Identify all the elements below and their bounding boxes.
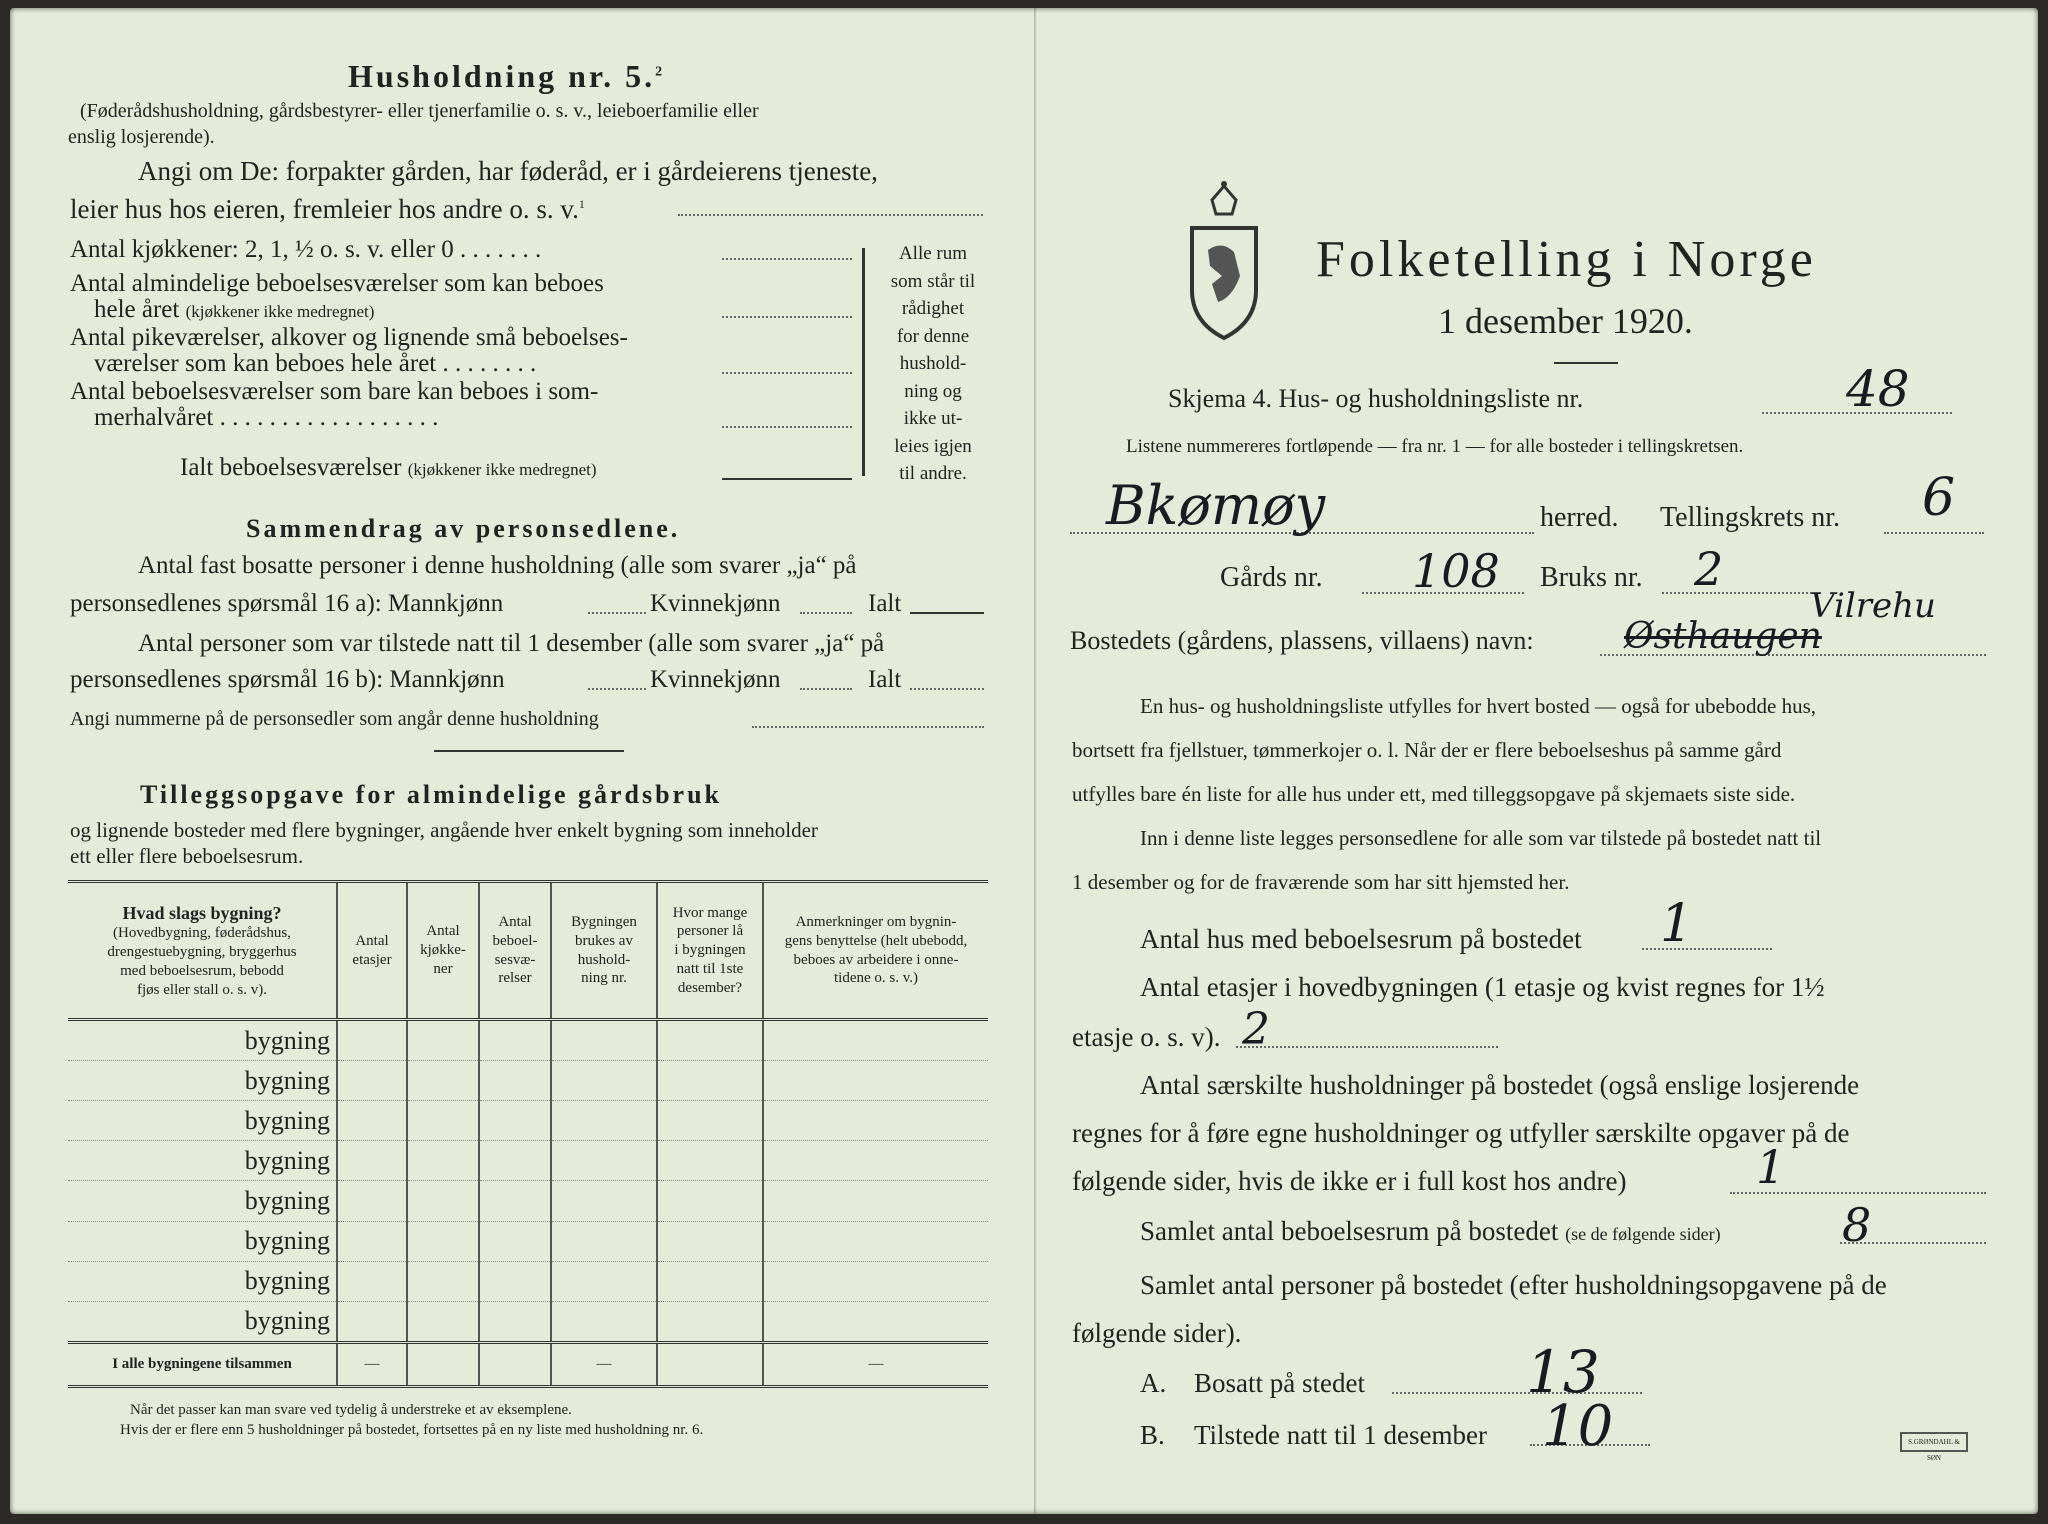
buildings-table-head [68, 882, 988, 1020]
cell[interactable] [479, 1141, 551, 1181]
pike-l2: værelser som kan beboes hele året . . . . . . . . [94, 350, 537, 377]
total-cell[interactable] [657, 1343, 763, 1387]
col-header-line: Antal [498, 914, 532, 930]
row-label[interactable]: bygning [68, 1101, 337, 1141]
herred-label: herred. [1540, 502, 1619, 533]
cell[interactable] [763, 1101, 988, 1141]
cell[interactable] [657, 1141, 763, 1181]
tilstede-letter: B. [1140, 1420, 1165, 1450]
ialt-label-text: Ialt beboelsesværelser [180, 454, 402, 481]
col-header-husholdning [551, 882, 657, 1020]
bruks-label: Bruks nr. [1540, 562, 1643, 593]
side-note-line: ning og [904, 380, 962, 402]
cell[interactable] [337, 1141, 407, 1181]
cell[interactable] [763, 1061, 988, 1101]
alm-l1: Antal almindelige beboelsesværelser som kan beboes [70, 270, 604, 297]
ialt-label [180, 454, 597, 482]
skjema-label: Skjema 4. Hus- og husholdningsliste nr. [1168, 384, 1584, 413]
row-label[interactable]: bygning [68, 1061, 337, 1101]
total-cell[interactable] [479, 1343, 551, 1387]
col-header-line: brukes av [575, 932, 633, 949]
total-cell[interactable] [407, 1343, 479, 1387]
cell[interactable] [407, 1101, 479, 1141]
samlet-pers-l2: følgende sider). [1072, 1318, 1242, 1348]
row-label[interactable]: bygning [68, 1020, 337, 1061]
angi-l1: Angi om De: forpakter gården, har føderåd, er i gårdeierens tjeneste, [138, 156, 878, 186]
col-header-anmerkninger [763, 882, 988, 1020]
printer-stamp: S.GRØNDAHL & SØN [1900, 1432, 1968, 1452]
table-row [68, 1301, 988, 1342]
info-l1: En hus- og husholdningsliste utfylles for hvert bosted — også for ubebodde hus, [1140, 694, 1816, 718]
census-title: Folketelling i Norge [1316, 231, 1817, 288]
samlet-rum-small: (se de følgende sider) [1565, 1224, 1721, 1244]
cell[interactable] [551, 1221, 657, 1261]
fast-l1: Antal fast bosatte personer i denne husholdning (alle som svarer „ja“ på [138, 552, 857, 579]
footnote-l2: Hvis der er flere enn 5 husholdninger på bostedet, fortsettes på en ny liste med husholdning nr. 6. [120, 1422, 704, 1438]
cell[interactable] [657, 1020, 763, 1061]
cell[interactable] [337, 1221, 407, 1261]
angi-l2-text: leier hus hos eieren, fremleier hos andre o. s. v. [70, 194, 579, 224]
cell[interactable] [407, 1061, 479, 1101]
buildings-table [68, 880, 988, 1388]
buildings-table-foot [68, 1343, 988, 1387]
coat-of-arms-icon [1182, 180, 1266, 342]
col-header-personer [657, 882, 763, 1020]
col-header-type-line: (Hovedbygning, føderådshus, [113, 925, 291, 942]
bosatt-value[interactable]: 13 [1526, 1338, 1600, 1406]
census-date: 1 desember 1920. [1438, 301, 1693, 341]
cell[interactable] [763, 1181, 988, 1221]
nummerne-label: Angi nummerne på de personsedler som angår denne husholdning [70, 708, 599, 730]
cell[interactable] [479, 1261, 551, 1301]
cell[interactable] [407, 1020, 479, 1061]
cell[interactable] [763, 1020, 988, 1061]
bosted-value[interactable]: Østhaugen [1624, 616, 1822, 657]
col-header-line: kjøkke- [420, 942, 466, 959]
row-label[interactable]: bygning [68, 1141, 337, 1181]
bosatt-letter: A. [1140, 1368, 1167, 1398]
cell[interactable] [551, 1101, 657, 1141]
info-l2: bortsett fra fjellstuer, tømmerkojer o. l. Når der er flere beboelseshus på samme gård [1072, 738, 1782, 762]
nummerne-fill[interactable] [752, 726, 984, 728]
cell[interactable] [479, 1101, 551, 1141]
col-header-line: Anmerkninger om bygnin- [795, 914, 957, 930]
cell[interactable] [551, 1261, 657, 1301]
samlet-rum-label [1140, 1216, 1721, 1247]
col-header-line: Bygningen [571, 914, 637, 930]
cell[interactable] [657, 1061, 763, 1101]
cell[interactable] [551, 1061, 657, 1101]
col-header-line: Antal [355, 932, 389, 949]
tilst-mann-fill[interactable] [588, 688, 646, 690]
row-label[interactable]: bygning [68, 1301, 337, 1342]
cell[interactable] [657, 1261, 763, 1301]
cell[interactable] [479, 1020, 551, 1061]
fast-kvinne-fill[interactable] [800, 612, 852, 614]
buildings-table-body [68, 1020, 988, 1343]
gards-label: Gårds nr. [1220, 562, 1323, 593]
cell[interactable] [479, 1221, 551, 1261]
alm-l2-small: (kjøkkener ikke medregnet) [185, 302, 375, 321]
household-title-text: Husholdning nr. 5. [348, 58, 656, 94]
pike-fill[interactable] [722, 372, 852, 374]
cell[interactable] [763, 1261, 988, 1301]
col-header-beboelsesvaerelser [479, 882, 551, 1020]
household-title-sup: 2 [655, 64, 666, 80]
cell[interactable] [407, 1221, 479, 1261]
table-row [68, 1101, 988, 1141]
col-header-line: hushold- [577, 951, 631, 968]
info-l4: Inn i denne liste legges personsedlene for alle som var tilstede på bostedet natt til [1140, 826, 1822, 850]
col-header-line: etasjer [352, 951, 392, 968]
cell[interactable] [407, 1261, 479, 1301]
col-header-kjokkener [407, 882, 479, 1020]
bosted-label: Bostedets (gårdens, plassens, villaens) navn: [1070, 626, 1534, 655]
table-row [68, 1020, 988, 1061]
household-subtitle-l2: enslig losjerende). [68, 126, 215, 148]
etasjer-fill[interactable] [1236, 1046, 1498, 1048]
cell[interactable] [407, 1141, 479, 1181]
hus-label: Antal hus med beboelsesrum på bostedet [1140, 924, 1582, 954]
cell[interactable] [551, 1141, 657, 1181]
tilst-ialt-label: Ialt [868, 666, 902, 693]
saerskilte-value[interactable]: 1 [1756, 1140, 1786, 1194]
footnote-l1: Når det passer kan man svare ved tydelig å understreke et av eksemplene. [130, 1402, 572, 1418]
tilst-l2: personsedlenes spørsmål 16 b): Mannkjønn [70, 666, 505, 693]
col-header-line: sesvæ- [494, 951, 536, 968]
col-header-type-line: drengestuebygning, bryggerhus [107, 944, 297, 960]
cell[interactable] [551, 1020, 657, 1061]
total-row [68, 1343, 988, 1387]
info-l5: 1 desember og for de fraværende som har sitt hjemsted her. [1072, 870, 1570, 894]
col-header-line: beboel- [492, 932, 538, 949]
bruks-fill[interactable] [1662, 592, 1812, 594]
etasjer-l2: etasje o. s. v). [1072, 1022, 1221, 1052]
hus-value[interactable]: 1 [1660, 894, 1694, 954]
total-cell[interactable]: — [551, 1343, 657, 1387]
cell[interactable] [337, 1020, 407, 1061]
fast-ialt-fill[interactable] [910, 612, 984, 614]
angi-fill[interactable] [678, 214, 983, 216]
tilst-kvinne-label: Kvinnekjønn [650, 666, 781, 693]
col-header-line: ner [433, 960, 453, 977]
title-rule [1554, 362, 1618, 364]
col-header-line: natt til 1ste [676, 960, 744, 977]
cell[interactable] [337, 1101, 407, 1141]
cell[interactable] [337, 1181, 407, 1221]
side-note [878, 240, 988, 488]
fast-kvinne-label: Kvinnekjønn [650, 590, 781, 617]
cell[interactable] [479, 1181, 551, 1221]
side-note-line: til andre. [899, 463, 967, 484]
side-note-line: Alle rum [898, 243, 968, 264]
side-note-line: ikke ut- [903, 408, 963, 429]
samlet-pers-l1: Samlet antal personer på bostedet (efter husholdningsopgavene på de [1140, 1270, 1887, 1300]
angi-l2 [70, 194, 585, 225]
cell[interactable] [551, 1181, 657, 1221]
sammendrag-title: Sammendrag av personsedlene. [246, 514, 681, 543]
pike-l1: Antal pikeværelser, alkover og lignende små beboelses- [70, 324, 628, 351]
col-header-type [68, 882, 337, 1020]
cell[interactable] [763, 1301, 988, 1342]
row-label[interactable]: bygning [68, 1261, 337, 1301]
ialt-label-small: (kjøkkener ikke medregnet) [407, 460, 597, 479]
cell[interactable] [657, 1101, 763, 1141]
side-note-line: rådighet [901, 298, 965, 319]
side-note-line: for denne [896, 325, 970, 347]
cell[interactable] [657, 1181, 763, 1221]
tellingskrets-fill[interactable] [1884, 532, 1984, 534]
ialt-fill[interactable] [722, 478, 852, 480]
tilst-kvinne-fill[interactable] [800, 688, 852, 690]
angi-l2-sup: 1 [578, 197, 585, 211]
col-header-type-title: Hvad slags bygning? [122, 902, 282, 923]
alm-l2 [94, 296, 374, 324]
tillegg-l2: ett eller flere beboelsesrum. [70, 844, 304, 868]
fast-ialt-label: Ialt [868, 590, 902, 617]
cell[interactable] [337, 1061, 407, 1101]
household-title [348, 58, 665, 95]
table-row [68, 1141, 988, 1181]
alm-l2-text: hele året [94, 296, 180, 323]
row-label[interactable]: bygning [68, 1181, 337, 1221]
cell[interactable] [337, 1261, 407, 1301]
divider-rule [434, 750, 624, 752]
cell[interactable] [407, 1181, 479, 1221]
household-subtitle-l1: (Føderådshusholdning, gårdsbestyrer- eller tjenerfamilie o. s. v., leieboerfamilie eller [80, 100, 759, 122]
col-header-line: gens benyttelse (helt ubebodd, [784, 932, 968, 949]
tilst-ialt-fill[interactable] [910, 688, 984, 690]
tellingskrets-value[interactable]: 6 [1922, 468, 1956, 528]
col-header-line: Antal [426, 923, 460, 940]
col-header-line: beboes av arbeidere i onne- [793, 951, 959, 968]
saerskilte-l2: regnes for å føre egne husholdninger og utfyller særskilte opgaver på de [1072, 1118, 1850, 1148]
kjokkener-fill[interactable] [722, 258, 852, 260]
kjokkener-label: Antal kjøkkener: 2, 1, ½ o. s. v. eller 0 . . . . . . . [70, 236, 542, 263]
sommer-fill[interactable] [722, 426, 852, 428]
side-note-line: leies igjen [894, 435, 972, 457]
herred-value[interactable]: Bkømøy [1106, 474, 1326, 537]
bruks-value[interactable]: 2 [1694, 542, 1724, 596]
col-header-line: i bygningen [674, 942, 746, 959]
cell[interactable] [657, 1301, 763, 1342]
table-row [68, 1221, 988, 1261]
total-label: I alle bygningene tilsammen [68, 1343, 337, 1387]
tilstede-value[interactable]: 10 [1542, 1394, 1614, 1459]
cell[interactable] [337, 1301, 407, 1342]
tilstede-label: Tilstede natt til 1 desember [1194, 1420, 1487, 1450]
col-header-line: relser [498, 970, 532, 987]
bosted-value-2[interactable]: Vilrehu [1810, 586, 1936, 626]
cell[interactable] [763, 1141, 988, 1181]
gards-value[interactable]: 108 [1412, 544, 1500, 598]
cell[interactable] [763, 1221, 988, 1261]
col-header-line: Hvor mange [672, 904, 748, 921]
col-header-line: tidene o. s. v.) [833, 970, 918, 987]
fast-l2: personsedlenes spørsmål 16 a): Mannkjønn [70, 590, 504, 617]
table-row [68, 1261, 988, 1301]
bosatt-label: Bosatt på stedet [1194, 1368, 1365, 1398]
alm-fill[interactable] [722, 316, 852, 318]
samlet-rum-text: Samlet antal beboelsesrum på bostedet [1140, 1216, 1559, 1246]
samlet-rum-value[interactable]: 8 [1842, 1198, 1872, 1252]
tillegg-title: Tilleggsopgave for almindelige gårdsbruk [140, 780, 723, 809]
buildings-table-header-row [68, 882, 988, 1020]
cell[interactable] [657, 1221, 763, 1261]
cell[interactable] [479, 1061, 551, 1101]
page-fold [1034, 8, 1037, 1514]
col-header-line: desember? [677, 979, 743, 996]
row-label[interactable]: bygning [68, 1221, 337, 1261]
info-l3: utfylles bare én liste for alle hus under ett, med tilleggsopgave på skjemaets siste side. [1072, 782, 1796, 806]
side-note-brace [862, 248, 871, 476]
listene-note: Listene nummereres fortløpende — fra nr. 1 — for alle bosteder i tellingskretsen. [1126, 436, 1744, 457]
table-row [68, 1061, 988, 1101]
census-form-sheet [10, 8, 2038, 1514]
table-row [68, 1181, 988, 1221]
sommer-l2: merhalvåret . . . . . . . . . . . . . . . . . . [94, 404, 439, 431]
cell[interactable] [479, 1301, 551, 1342]
col-header-type-line: fjøs eller stall o. s. v). [137, 981, 267, 998]
tilst-l1: Antal personer som var tilstede natt til 1 desember (alle som svarer „ja“ på [138, 630, 885, 657]
tillegg-l1: og lignende bosteder med flere bygninger, angående hver enkelt bygning som inneholder [70, 818, 818, 842]
cell[interactable] [407, 1301, 479, 1342]
fast-mann-fill[interactable] [588, 612, 646, 614]
skjema-value[interactable]: 48 [1846, 360, 1910, 418]
tellingskrets-label: Tellingskrets nr. [1660, 502, 1841, 533]
cell[interactable] [551, 1301, 657, 1342]
col-header-line: personer lå [676, 923, 744, 940]
saerskilte-l1: Antal særskilte husholdninger på bostedet (også enslige losjerende [1140, 1070, 1860, 1100]
col-header-etasjer [337, 882, 407, 1020]
etasjer-value[interactable]: 2 [1242, 1004, 1270, 1055]
sommer-l1: Antal beboelsesværelser som bare kan beboes i som- [70, 378, 599, 405]
total-cell[interactable]: — [337, 1343, 407, 1387]
col-header-type-line: med beboelsesrum, bebodd [120, 962, 284, 979]
side-note-line: som står til [890, 270, 976, 292]
etasjer-l1: Antal etasjer i hovedbygningen (1 etasje og kvist regnes for 1½ [1140, 972, 1825, 1002]
col-header-line: ning nr. [581, 970, 627, 987]
total-cell[interactable]: — [763, 1343, 988, 1387]
side-note-line: hushold- [899, 353, 967, 374]
saerskilte-l3: følgende sider, hvis de ikke er i full kost hos andre) [1072, 1166, 1627, 1196]
